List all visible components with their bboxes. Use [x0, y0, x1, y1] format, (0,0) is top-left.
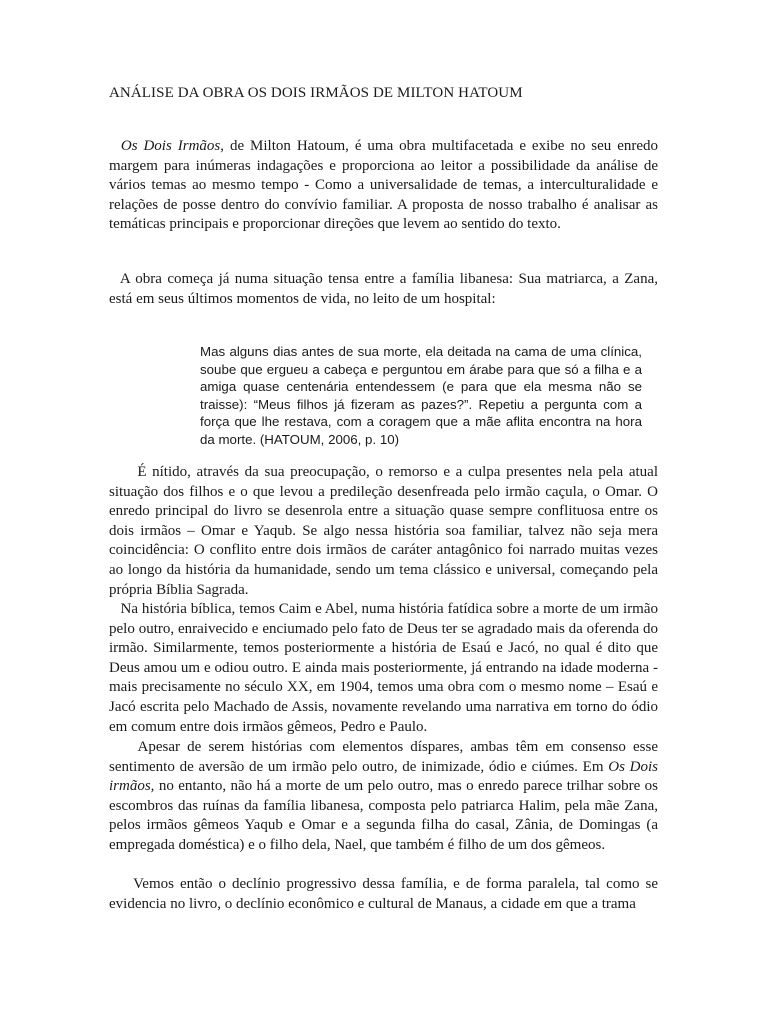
document-title: ANÁLISE DA OBRA OS DOIS IRMÃOS DE MILTON HATOUM [109, 85, 523, 101]
book-title-italic-2: Os Dois irmãos, [109, 758, 662, 795]
block-quote: Mas alguns dias antes de sua morte, ela deitada na cama de uma clínica, soube que ergueu a cabeça e perguntou em árabe para que só a filha e a amiga quase centenária entendessem (e para que ela mesma não se traisse): “Meus filhos já fizeram as pazes?”. Repetiu a pergunta com a força que lhe restava, com a coragem que a mãe aflita encontra na hora da morte. (HATOUM, 2006, p. 10) [200, 344, 642, 447]
paragraph-intro-text: , de Milton Hatoum, é uma obra multifacetada e exibe no seu enredo margem para inúmeras indagações e proporciona ao leitor a possibilidade da análise de vários temas ao mesmo tempo - Como a universalidade de temas, a interculturalidade e relações de posse dentro do convívio familiar. A proposta de nosso trabalho é analisar as temáticas principais e proporcionar direções que levem ao sentido do texto. [109, 138, 662, 233]
paragraph-intro [109, 137, 662, 235]
paragraph-intro-indent [109, 138, 121, 154]
paragraph-comparison [109, 738, 662, 856]
paragraph-comparison-end: no entanto, não há a morte de um pelo outro, mas o enredo parece trilhar sobre os escombros das ruínas da família libanesa, composta pelo patriarca Halim, pela mãe Zana, pelos irmãos gêmeos Yaqub e Omar e a segunda filha do casal, Zânia, de Domingas (a empregada doméstica) e o filho dela, Nael, que também é filho de um dos gêmeos. [109, 778, 662, 853]
paragraph-biblical: Na história bíblica, temos Caim e Abel, numa história fatídica sobre a morte de um irmão pelo outro, enraivecido e enciumado pelo fato de Deus ter se agradado mais da oferenda do irmão. Similarmente, temos posteriormente a história de Esaú e Jacó, no qual é dito que Deus amou um e odiou outro. E ainda mais posteriormente, já entrando na idade moderna - mais precisamente no século XX, em 1904, temos uma obra com o mesmo nome – Esaú e Jacó escrita pelo Machado de Assis, novamente revelando uma narrativa em torno do ódio em comum entre dois irmãos gêmeos, Pedro e Paulo. [109, 601, 662, 735]
paragraph-opening: A obra começa já numa situação tensa entre a família libanesa: Sua matriarca, a Zana, está em seus últimos momentos de vida, no leito de um hospital: [109, 271, 662, 307]
paragraph-comparison-start: Apesar de serem histórias com elementos díspares, ambas têm em consenso esse sentimento de aversão de um irmão pelo outro, de inimizade, ódio e ciúmes. Em [109, 739, 662, 775]
paragraph-conflict: É nítido, através da sua preocupação, o remorso e a culpa presentes nela pela atual situação dos filhos e o que levou a predileção desenfreada pelo irmão caçula, o Omar. O enredo principal do livro se desenrola entre a situação quase sempre conflituosa entre os dois irmãos – Omar e Yaqub. Se algo nessa história soa familiar, talvez não seja mera coincidência: O conflito entre dois irmãos de caráter antagônico foi narrado muitas vezes ao longo da história da humanidade, sendo um tema clássico e universal, começando pela própria Bíblia Sagrada. [109, 464, 662, 598]
book-title-italic: Os Dois Irmãos [120, 138, 221, 154]
paragraph-decline: Vemos então o declínio progressivo dessa família, e de forma paralela, tal como se evidencia no livro, o declínio econômico e cultural de Manaus, a cidade em que a trama [109, 876, 662, 912]
